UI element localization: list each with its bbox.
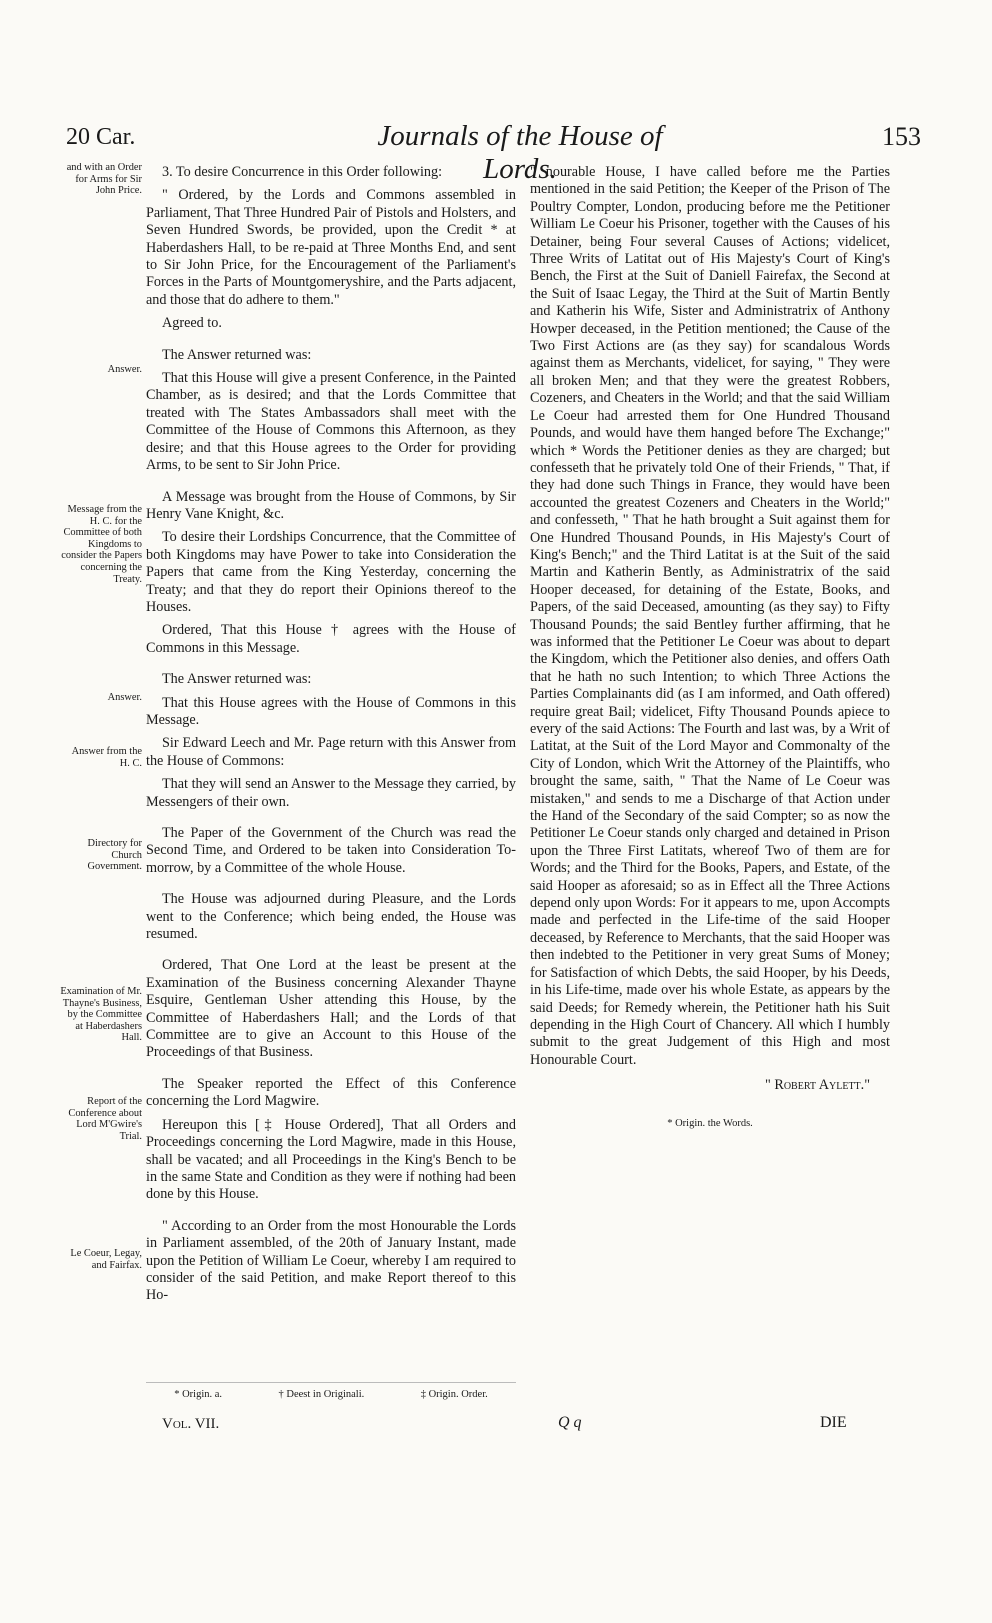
signature-mark: Q q [558,1414,582,1431]
volume-label: Vol. VII. [162,1416,220,1432]
footnotes [146,1382,516,1400]
footnote: ‡ Origin. Order. [420,1389,488,1400]
header-title: Journals of the House of Lords. [377,120,663,185]
margin-note-answer-hc: Answer from the H. C. [71,746,142,769]
paragraph: The Answer returned was: [162,671,312,688]
margin-note-directory: Directory for Church Government. [87,838,142,873]
paragraph: " According to an Order from the most Honourable the Lords in Parliament assembled, of the 20th of January Instant, made upon the Petition of William Le Coeur, whereby I am required to consider of the said Petition, and make Report thereof to this Ho- [146,1217,516,1304]
margin-note-arms-order: and with an Order for Arms for Sir John Price. [66,162,142,197]
paragraph: Agreed to. [162,315,222,332]
paragraph: Ordered, That this House † agrees with the House of Commons in this Message. [146,622,516,656]
footnote: * Origin. a. [174,1389,223,1400]
signature-robert-aylett: " Robert Aylett." [765,1077,870,1094]
paragraph: That they will send an Answer to the Message they carried, by Messengers of their own. [146,776,516,810]
margin-note-report: Report of the Conference about Lord M'Gwire's Trial. [68,1096,142,1142]
left-column [146,164,516,1311]
paragraph: The Answer returned was: [162,346,312,363]
column-footnote: * Origin. the Words. [667,1117,753,1129]
paragraph: That this House agrees with the House of Commons in this Message. [146,694,516,728]
margin-note-message-hc: Message from the H. C. for the Committee of both Kingdoms to consider the Papers concerning the Treaty. [61,504,142,585]
paragraph: The Paper of the Government of the Church was read the Second Time, and Ordered to be taken into Consideration To-morrow, by a Committee of the whole House. [146,825,516,876]
margin-note-le-coeur: Le Coeur, Legay, and Fairfax. [70,1248,142,1271]
right-column [530,164,890,1138]
paragraph: To desire their Lordships Concurrence, that the Committee of both Kingdoms may have Power to take into Consideration the Papers that came from the King Yesterday, concerning the Treaty; and that they do report their Opinions thereof to the Houses. [146,529,516,615]
paragraph: " Ordered, by the Lords and Commons assembled in Parliament, That Three Hundred Pair of Pistols and Holsters, and Seven Hundred Swords, be provided, upon the Credit * at Haberdashers Hall, to be re-paid at Three Months End, and sent to Sir John Price, for the Encouragement of the Parliament's Forces in the Parts of Mountgomeryshire, and the Parts adjacent, and those that do adhere to them." [146,187,516,308]
margin-note-examination: Examination of Mr. Thayne's Business, by the Committee at Haberdashers Hall. [60,986,142,1044]
margin-note-answer-2: Answer. [107,692,142,703]
paragraph: The Speaker reported the Effect of this Conference concerning the Lord Magwire. [146,1075,516,1110]
paragraph: Ordered, That One Lord at the least be present at the Examination of the Business concerning Alexander Thayne Esquire, Gentleman Usher attending this House, by the Committee of Haberdashers Hall; and the Lords of that Committee are to give an Account to this House of the Proceedings of that Business. [146,957,516,1061]
paragraph: 3. To desire Concurrence in this Order following: [162,164,443,180]
footnote: † Deest in Originali. [278,1389,365,1400]
paragraph: A Message was brought from the House of Commons, by Sir Henry Vane Knight, &c. [146,488,516,522]
catchword: DIE [820,1414,847,1431]
paragraph: The House was adjourned during Pleasure, and the Lords went to the Conference; which being ended, the House was resumed. [146,891,516,943]
paragraph: Sir Edward Leech and Mr. Page return with this Answer from the House of Commons: [146,735,516,769]
paragraph: " nourable House, I have called before me the Parties mentioned in the said Petition; the Keeper of the Prison of The Poultry Compter, London, producing before me the Petitioner William Le Coeur his Prisoner, together with the Causes of his Detainer, being Four several Causes of Actions; videlicet, Three Writs of Latitat out of His Majesty's Court of King's Bench, the First at the Suit of Daniell Fairefax, the Second at the Suit of Isaac Legay, the Third at the Suit of Martin Bently and Katherin his Wife, Sister and Administratrix of Anthony Howper deceased, in the Petition mentioned; the Cause of the Two First Actions are (as they say) for scandalous Words against them as Merchants, videlicet, for saying, " They were all broken Men; and that they were the greatest Robbers, Cozeners, and Cheaters in the World; and that the said William Le Coeur had arrested them for One Hundred Thousand Pounds, and would have them hanged before The Exchange;" which * Words the Petitioner denies as they are charged; but confesseth that he privately told One of their Friends, " That, if they had done such Things in France, they would have been accounted the greatest Cozeners and Cheaters in the World;" and confesseth, " That he hath brought a Suit against them for One Hundred Thousand Pounds, in His Majesty's Court of King's Bench;" and the Third Latitat is at the Suit of the said Martin and Katherin Bently, as Administratrix of the said Hooper deceased, for detaining of the Estate, Books, and Papers, of the said Deceased, amounting (as they say) to Fifty Thousand Pounds; the said Bentley further affirming, that he was informed that the Petitioner Le Coeur was about to depart the Kingdom, which the Petitioner also denies, and offers Oath that he hath no such Intention; to which Three Actions the Parties Complainants did (as I am informed, and Oath offered) require great Bail; videlicet, Fifty Thousand Pounds apiece to every of the said Actions: The Fourth and last was, by a Writ of Latitat, at the Suit of the Lord Mayor and Commonalty of the City of London, which Writ the Attorney of the Plaintiffs, who brought the same, saith, " That the Name of Le Coeur was mistaken," and sends to me a Discharge of that Action under the Hand of the Secondary of the said Compter; so as now the Petitioner Le Coeur stands only charged and detained in Prison upon the Three First Latitats, whereof Two of them are for Words; and the Third for the Books, Papers, and Estate, of the said Hooper as aforesaid; so as in Effect all the Three Actions depend only upon Words: For it appears to me, upon Accompts made and perfected in the Life-time of the said Hooper deceased, by Reference to Merchants, that the said Hooper was then indebted to the Petitioner in very great Sums of Money; for Satisfaction of which Debts, the said Hooper, by his Deeds, in his Life-time, made over his whole Estate, as appears by the said Deeds; for Remedy wherein, the Petitioner hath his Suit depending in the High Court of Chancery. All which I humbly submit to the great Judgement of this High and most Honourable Court. [530,164,890,1068]
margin-note-answer-1: Answer. [107,364,142,375]
paragraph: Hereupon this [‡ House Ordered], That all Orders and Proceedings concerning the Lord Magwire, made in this House, shall be vacated; and all Proceedings in the King's Bench to be in the same State and Condition as they were if nothing had been done by this House. [146,1116,516,1203]
page-number: 153 [882,122,921,151]
paragraph: That this House will give a present Conference, in the Painted Chamber, as is desired; and that the Lords Committee that treated with The States Ambassadors shall meet with the Committee of the House of Commons this Afternoon, as they desire; and that this House agrees to the Order for providing Arms, to be sent to Sir John Price. [146,370,516,474]
header-regnal-year: 20 Car. [66,124,136,150]
